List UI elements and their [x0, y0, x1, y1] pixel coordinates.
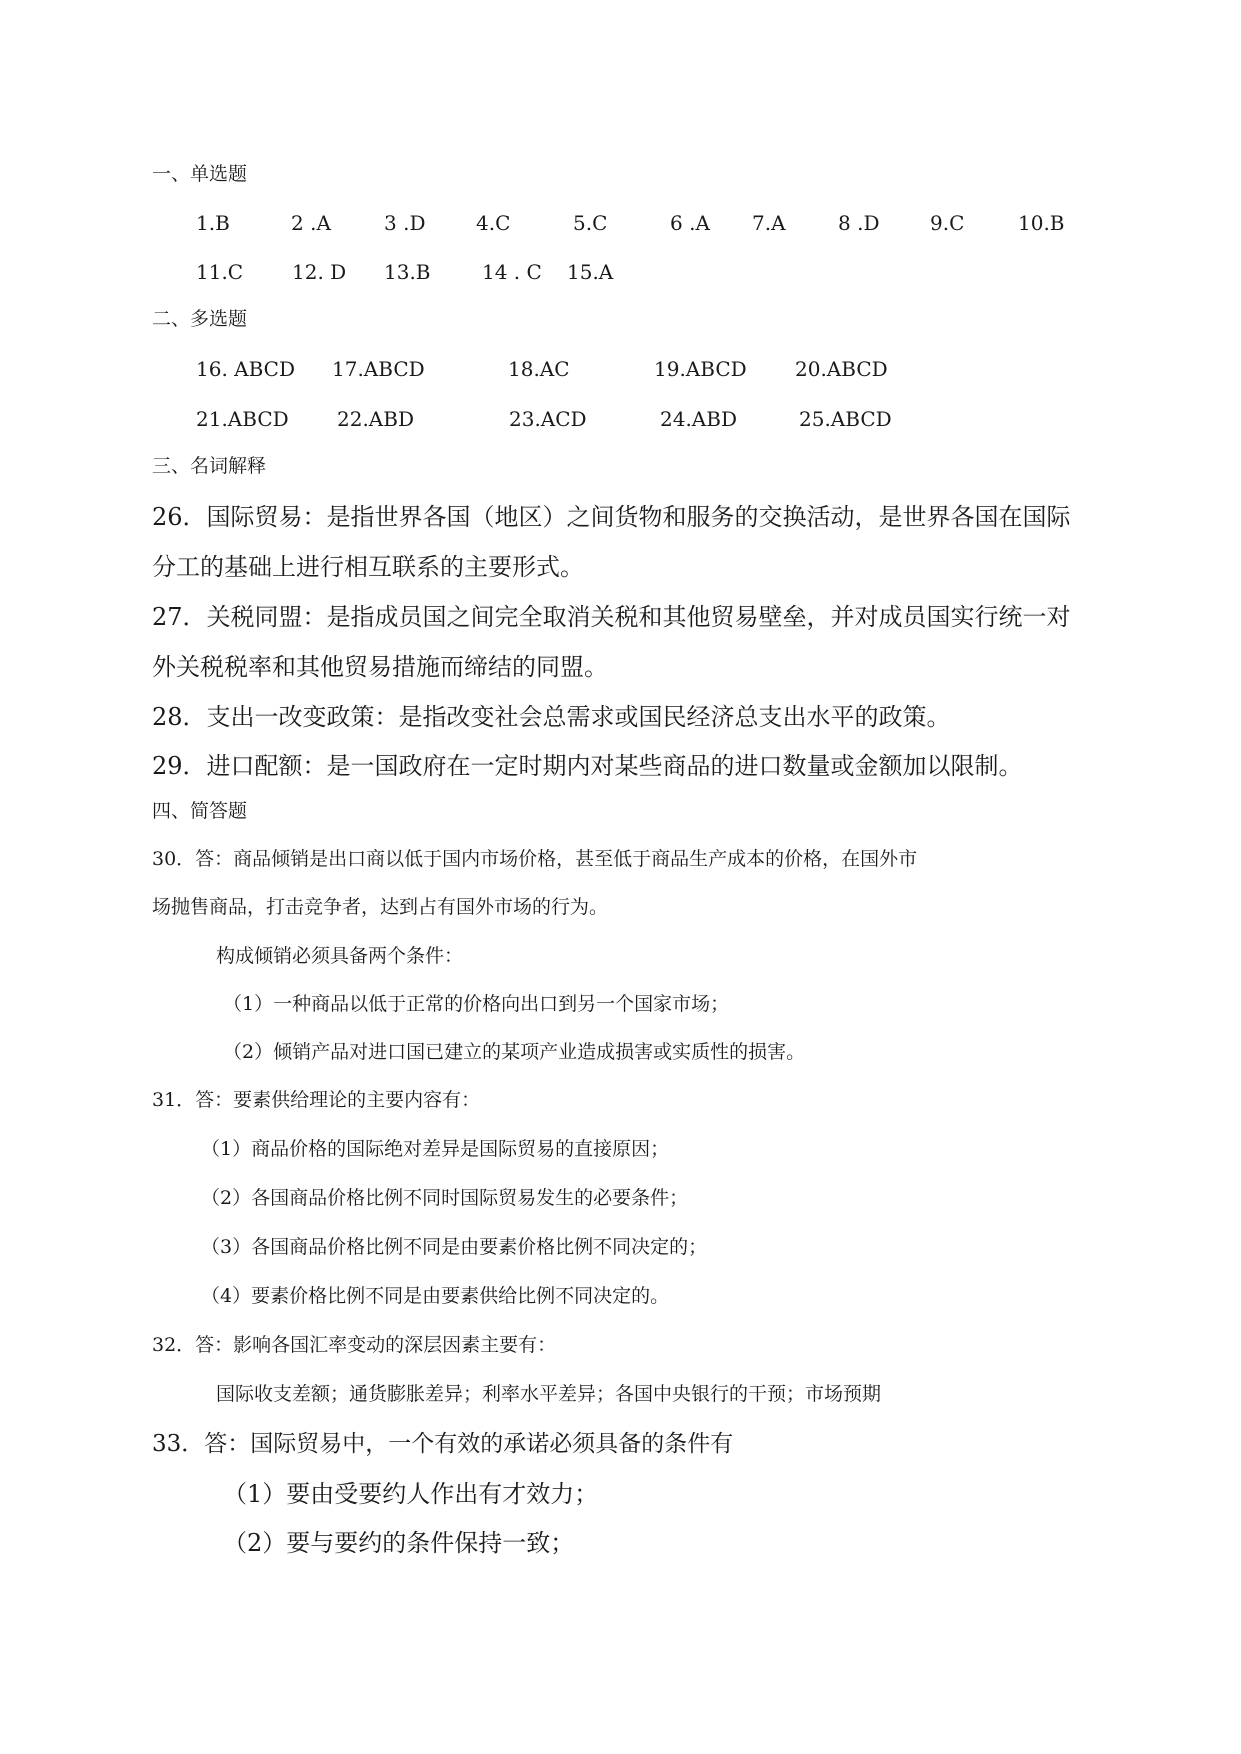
answer-33-line-1: 33．答：国际贸易中，一个有效的承诺必须具备的条件有 [152, 1431, 734, 1457]
answer-18: 18.AC [508, 357, 570, 381]
answer-8: 8 .D [838, 211, 880, 235]
answer-3: 3 .D [384, 211, 426, 235]
answer-30-condition-1: （1）一种商品以低于正常的价格向出口到另一个国家市场； [223, 993, 730, 1015]
answer-6: 6 .A [670, 211, 710, 235]
answer-19: 19.ABCD [654, 357, 747, 381]
answer-30-conditions-intro: 构成倾销必须具备两个条件： [216, 945, 464, 967]
answer-32-line-1: 32．答：影响各国汇率变动的深层因素主要有： [152, 1334, 557, 1356]
answer-33-prefix [152, 1433, 733, 1456]
section-heading-short-answer: 四、简答题 [152, 800, 248, 822]
answer-16: 16. ABCD [196, 357, 296, 381]
answer-31-point-3: （3）各国商品价格比例不同是由要素价格比例不同决定的； [201, 1236, 708, 1258]
answer-33-condition-1: （1）要由受要约人作出有才效力； [223, 1480, 599, 1508]
answer-21: 21.ABCD [196, 407, 289, 431]
answer-11: 11.C [196, 260, 244, 284]
section-heading-single-choice: 一、单选题 [152, 163, 248, 185]
term-26-line-2: 分工的基础上进行相互联系的主要形式。 [152, 553, 584, 581]
answer-31-point-2: （2）各国商品价格比例不同时国际贸易发生的必要条件； [201, 1187, 689, 1209]
term-29-line: 29．进口配额：是一国政府在一定时期内对某些商品的进口数量或金额加以限制。 [152, 752, 1023, 780]
answer-32-line-2: 国际收支差额；通货膨胀差异；利率水平差异；各国中央银行的干预；市场预期 [216, 1383, 882, 1405]
answer-9: 9.C [930, 211, 965, 235]
answer-17: 17.ABCD [332, 357, 425, 381]
answer-5: 5.C [573, 211, 608, 235]
section-heading-term-definitions: 三、名词解释 [152, 455, 267, 477]
term-27-line-2: 外关税税率和其他贸易措施而缔结的同盟。 [152, 653, 608, 681]
answer-31-point-4: （4）要素价格比例不同是由要素供给比例不同决定的。 [201, 1285, 670, 1307]
answer-30-line-2: 场抛售商品，打击竞争者，达到占有国外市场的行为。 [152, 896, 609, 918]
term-28-line: 28．支出一改变政策：是指改变社会总需求或国民经济总支出水平的政策。 [152, 703, 951, 731]
answer-33-condition-2: （2）要与要约的条件保持一致； [223, 1529, 575, 1557]
answer-7: 7.A [752, 211, 786, 235]
answer-30-line-1: 30．答：商品倾销是出口商以低于国内市场价格，甚至低于商品生产成本的价格，在国外市 [152, 848, 918, 870]
answer-24: 24.ABD [660, 407, 737, 431]
answer-23: 23.ACD [509, 407, 587, 431]
answer-12: 12. D [292, 260, 347, 284]
answer-4: 4.C [476, 211, 511, 235]
answer-25: 25.ABCD [799, 407, 892, 431]
answer-13: 13.B [384, 260, 431, 284]
answer-30-condition-2: （2）倾销产品对进口国已建立的某项产业造成损害或实质性的损害。 [223, 1041, 806, 1063]
answer-15: 15.A [567, 260, 614, 284]
answer-31-point-1: （1）商品价格的国际绝对差异是国际贸易的直接原因； [201, 1138, 670, 1160]
term-27-line-1: 27．关税同盟：是指成员国之间完全取消关税和其他贸易壁垒，并对成员国实行统一对 [152, 603, 1071, 631]
answer-2: 2 .A [291, 211, 331, 235]
answer-1: 1.B [196, 211, 230, 235]
answer-31-line-1: 31．答：要素供给理论的主要内容有： [152, 1089, 481, 1111]
answer-14: 14 . C [482, 260, 542, 284]
answer-10: 10.B [1018, 211, 1065, 235]
term-26-line-1: 26．国际贸易：是指世界各国（地区）之间货物和服务的交换活动，是世界各国在国际 [152, 503, 1071, 531]
section-heading-multiple-choice: 二、多选题 [152, 308, 248, 330]
answer-22: 22.ABD [337, 407, 414, 431]
answer-20: 20.ABCD [795, 357, 888, 381]
